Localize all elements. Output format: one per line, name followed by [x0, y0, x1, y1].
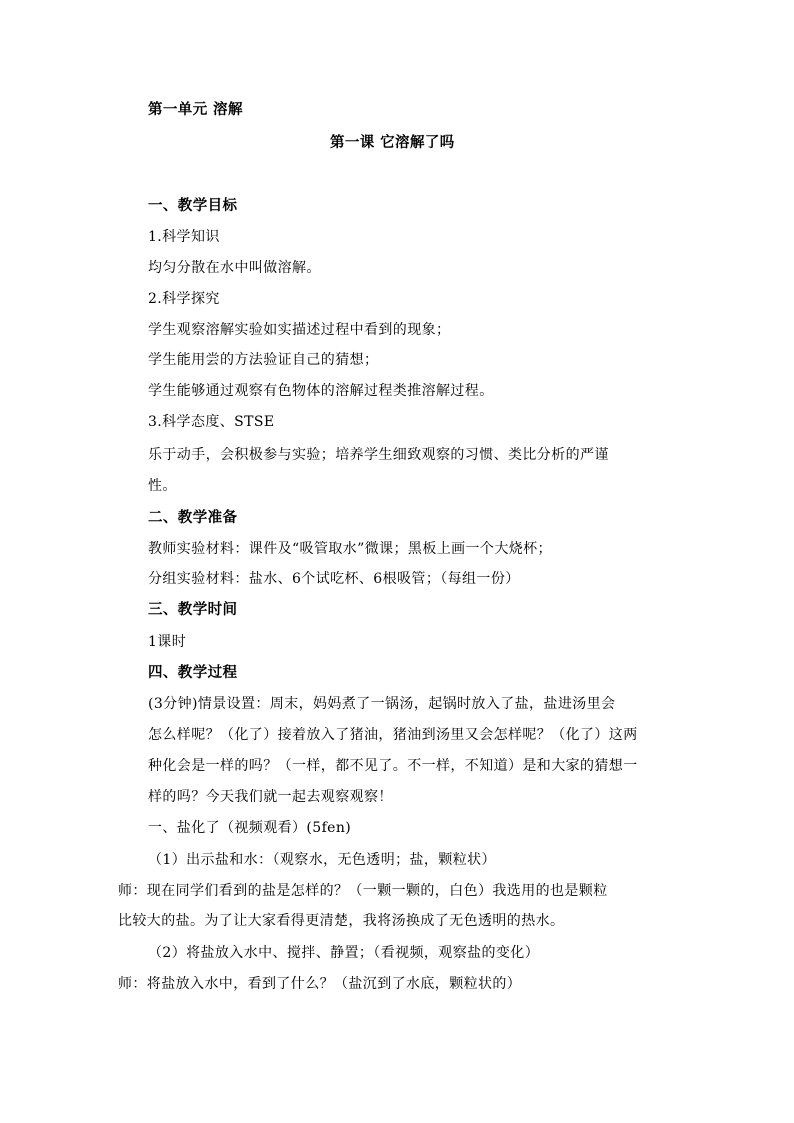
- lesson-title: 第一课 它溶解了吗: [330, 135, 455, 151]
- teacher-remark: 比较大的盐。为了让大家看得更清楚，我将汤换成了无色透明的热水。: [118, 913, 565, 929]
- unit-title: 第一单元 溶解: [148, 102, 243, 118]
- inquiry-item: 学生观察溶解实验如实描述过程中看到的现象；: [148, 322, 451, 338]
- intro-line: 怎么样呢？（化了）接着放入了猪油，猪油到汤里又会怎样呢？（化了）这两: [148, 727, 638, 743]
- preparation-heading: 二、教学准备: [148, 510, 238, 526]
- teacher-remark: 师：将盐放入水中，看到了什么？（盐沉到了水底，颗粒状的）: [118, 976, 522, 992]
- intro-line: 种化会是一样的吗？（一样，都不见了。不一样，不知道）是和大家的猜想一: [148, 758, 638, 774]
- knowledge-heading: 1.科学知识: [148, 229, 220, 245]
- part1-heading: 一、盐化了（视频观看）(5fen): [148, 820, 352, 836]
- inquiry-item: 学生能用尝的方法验证自己的猜想；: [148, 352, 379, 368]
- time-heading: 三、教学时间: [148, 602, 238, 618]
- knowledge-text: 均匀分散在水中叫做溶解。: [148, 260, 321, 276]
- intro-line: 样的吗？今天我们就一起去观察观察！: [148, 789, 393, 805]
- group-materials: 分组实验材料：盐水、6个试吃杯、6根吸管；（每组一份）: [148, 571, 520, 587]
- objectives-heading: 一、教学目标: [148, 198, 238, 214]
- attitude-text: 乐于动手，会积极参与实验；培养学生细致观察的习惯、类比分析的严谨: [148, 447, 609, 463]
- teacher-remark: 师：现在同学们看到的盐是怎样的？（一颗一颗的，白色）我选用的也是颗粒: [118, 883, 608, 899]
- attitude-text-continued: 性。: [148, 478, 177, 494]
- attitude-heading: 3.科学态度、STSE: [148, 414, 275, 430]
- process-heading: 四、教学过程: [148, 665, 238, 681]
- step-2: （2）将盐放入水中、搅拌、静置；（看视频，观察盐的变化）: [148, 945, 540, 961]
- inquiry-item: 学生能够通过观察有色物体的溶解过程类推溶解过程。: [148, 383, 494, 399]
- step-1: （1）出示盐和水：（观察水，无色透明；盐，颗粒状）: [148, 852, 496, 868]
- inquiry-heading: 2.科学探究: [148, 291, 220, 307]
- teacher-materials: 教师实验材料：课件及“吸管取水”微课；黑板上画一个大烧杯；: [148, 541, 552, 557]
- intro-line: (3分钟)情景设置：周末，妈妈煮了一锅汤，起锅时放入了盐，盐进汤里会: [148, 696, 616, 712]
- time-value: 1课时: [148, 634, 187, 650]
